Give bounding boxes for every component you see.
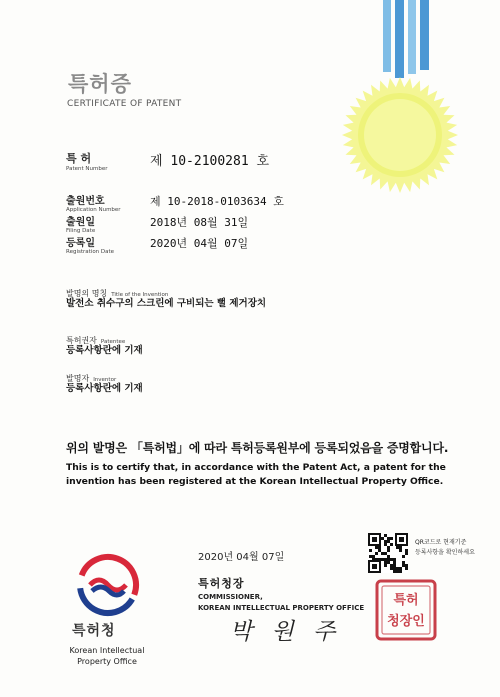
svg-text:청장인: 청장인: [387, 614, 425, 629]
inventor-label: 발명자 Inventor: [66, 374, 117, 383]
filing-date: 2018년 08월 31일: [150, 216, 249, 229]
patent-number: 제 10-2100281 호: [150, 154, 270, 169]
office-name-ko: 특허청: [72, 623, 116, 639]
application-label: 출원번호 Application Number: [66, 196, 121, 213]
patentee-label: 특허권자 Patentee: [66, 336, 126, 345]
qr-caption: QR코드로 현재기준 등록사항을 확인하세요: [415, 539, 475, 556]
qr-code-icon[interactable]: [368, 533, 408, 573]
invention-label: 발명의 명칭 Title of the Invention: [66, 289, 169, 298]
ribbon-graphic: [375, 0, 445, 80]
commissioner-title-en: COMMISSIONER, KOREAN INTELLECTUAL PROPERTY OFFICE: [198, 593, 365, 612]
commissioner-title-ko: 특허청장: [198, 577, 245, 590]
certification-statement-ko: 위의 발명은 「특허법」에 따라 특허등록원부에 등록되었음을 증명합니다.: [66, 441, 449, 455]
certificate-subtitle: CERTIFICATE OF PATENT: [67, 99, 182, 109]
inventor-value: 등록사항란에 기재: [66, 383, 143, 394]
seal-emblem: [340, 75, 460, 195]
official-stamp: [374, 578, 438, 642]
registration-label: 등록일 Registration Date: [66, 238, 115, 255]
issue-date: 2020년 04월 07일: [198, 552, 285, 563]
patentee-value: 등록사항란에 기재: [66, 345, 143, 356]
registration-date: 2020년 04월 07일: [150, 237, 249, 250]
office-name-en: Korean Intellectual Property Office: [69, 646, 145, 666]
patent-label: 특 허 Patent Number: [66, 152, 108, 172]
invention-title: 발전소 취수구의 스크린에 구비되는 뻘 제거장치: [66, 298, 267, 309]
signature: 박 원 주: [230, 619, 342, 645]
certification-statement-en: This is to certify that, in accordance with the Patent Act, a patent for the invention has been registered at the Korean Intellectual Property Office.: [66, 462, 446, 487]
filing-label: 출원일 Filing Date: [66, 217, 96, 234]
kipo-logo-icon: [76, 553, 140, 617]
svg-text:특허: 특허: [393, 593, 419, 608]
application-number: 제 10-2018-0103634 호: [150, 195, 284, 208]
certificate-title: 특허증: [68, 72, 132, 96]
